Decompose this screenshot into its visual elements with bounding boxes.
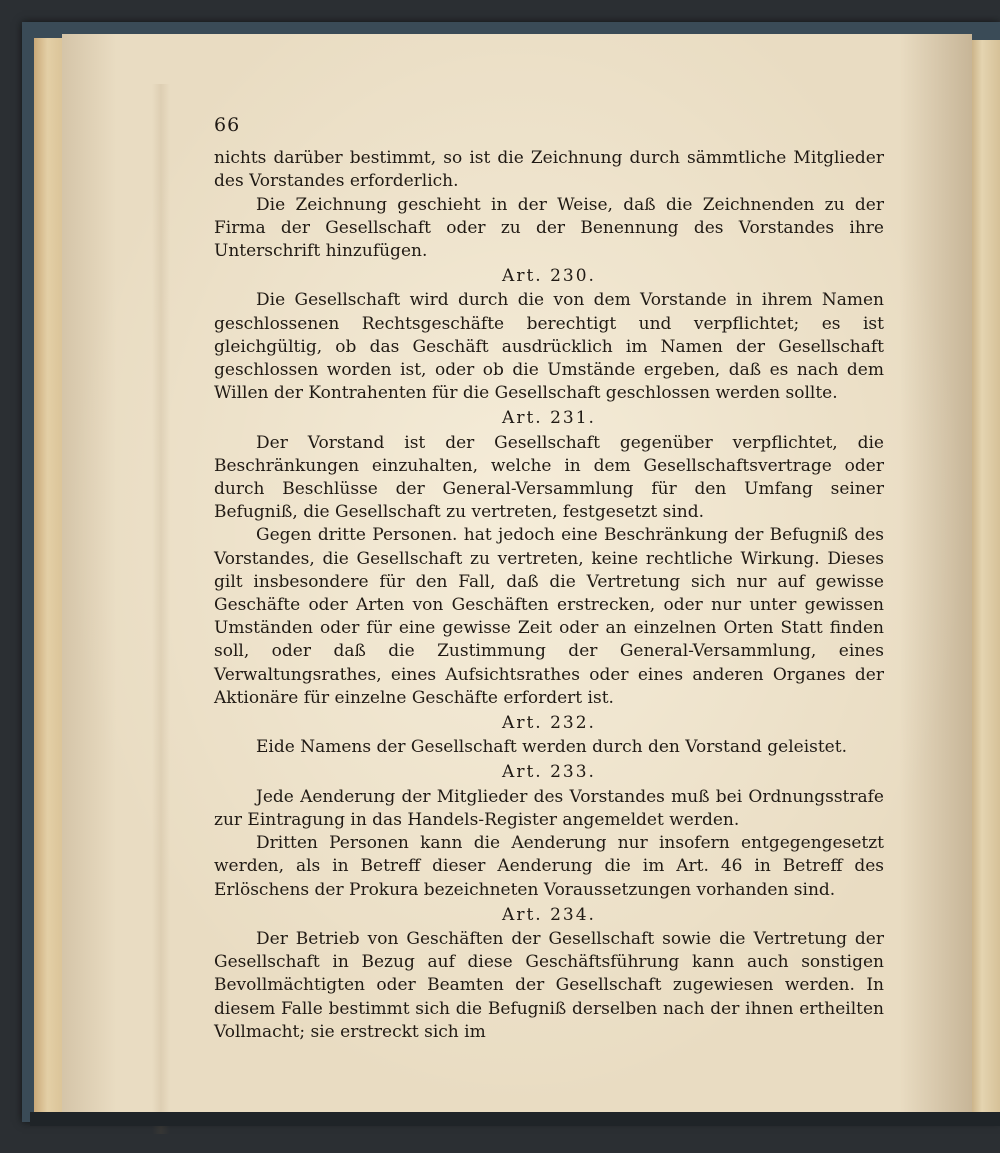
paragraph: Der Vorstand ist der Gesellschaft gegenüber verpflichtet, die Beschränkungen einzuhalten, welche in dem Gesellschaftsvertrage oder durch Beschlüsse der General-Versammlung für den Umfang seiner Befugniß, die Gesellschaft zu vertreten, festgesetzt sind. <box>214 432 884 523</box>
article-heading: Art. 233. <box>502 762 596 783</box>
bottom-shadow <box>30 1112 1000 1126</box>
paragraph: Dritten Personen kann die Aenderung nur insofern entgegengesetzt werden, als in Betreff dieser Aenderung die im Art. 46 in Betreff des Erlöschens der Prokura bezeichneten Voraussetzungen vorhanden sind. <box>214 833 884 900</box>
paragraph: Der Betrieb von Geschäften der Gesellschaft sowie die Vertretung der Gesellschaft in Bezug auf diese Geschäftsführung kann auch sonstigen Bevollmächtigten oder Beamten der Gesellschaft zugewiesen werden. In diesem Falle bestimmt sich die Befugniß derselben nach der ihnen ertheilten Vollmacht; sie erstreckt sich im <box>214 928 884 1042</box>
paragraph: Die Zeichnung geschieht in der Weise, daß die Zeichnenden zu der Firma der Gesellschaft oder zu der Benennung des Vorstandes ihre Unterschrift hinzufügen. <box>214 194 884 262</box>
paragraph: Die Gesellschaft wird durch die von dem Vorstande in ihrem Namen geschlossenen Rechtsgeschäfte berechtigt und verpflichtet; es ist gleichgültig, ob das Geschäft ausdrücklich im Namen der Gesellschaft geschlossen worden ist, oder ob die Umstände ergeben, daß es nach dem Willen der Kontrahenten für die Gesellschaft geschlossen werden sollte. <box>214 290 884 404</box>
paragraph: Eide Namens der Gesellschaft werden durch den Vorstand geleistet. <box>256 737 847 758</box>
article-heading: Art. 231. <box>502 408 596 429</box>
page-fold-shadow <box>152 84 170 1134</box>
paragraph: Gegen dritte Personen. hat jedoch eine Beschränkung der Befugniß des Vorstandes, die Gesellschaft zu vertreten, keine rechtliche Wirkung. Dieses gilt insbesondere für den Fall, daß die Vertretung sich nur auf gewisse Geschäfte oder Arten von Geschäften erstrecken, oder nur unter gewissen Umständen oder für eine gewisse Zeit oder an einzelnen Orten Statt finden soll, oder daß die Zustimmung der General-Versammlung, eines Verwaltungsrathes, eines Aufsichtsrathes oder eines anderen Organes der Aktionäre für einzelne Geschäfte erfordert ist. <box>214 525 884 708</box>
paragraph: nichts darüber bestimmt, so ist die Zeichnung durch sämmtliche Mitglieder des Vorstandes erforderlich. <box>214 148 884 192</box>
body-text <box>214 147 884 1044</box>
article-heading: Art. 232. <box>502 713 596 734</box>
page-number: 66 <box>214 114 241 136</box>
article-heading: Art. 230. <box>502 266 596 287</box>
paragraph: Jede Aenderung der Mitglieder des Vorstandes muß bei Ordnungsstrafe zur Eintragung in das Handels-Register angemeldet werden. <box>214 786 884 830</box>
article-heading: Art. 234. <box>502 904 596 925</box>
page-text <box>214 114 884 1044</box>
